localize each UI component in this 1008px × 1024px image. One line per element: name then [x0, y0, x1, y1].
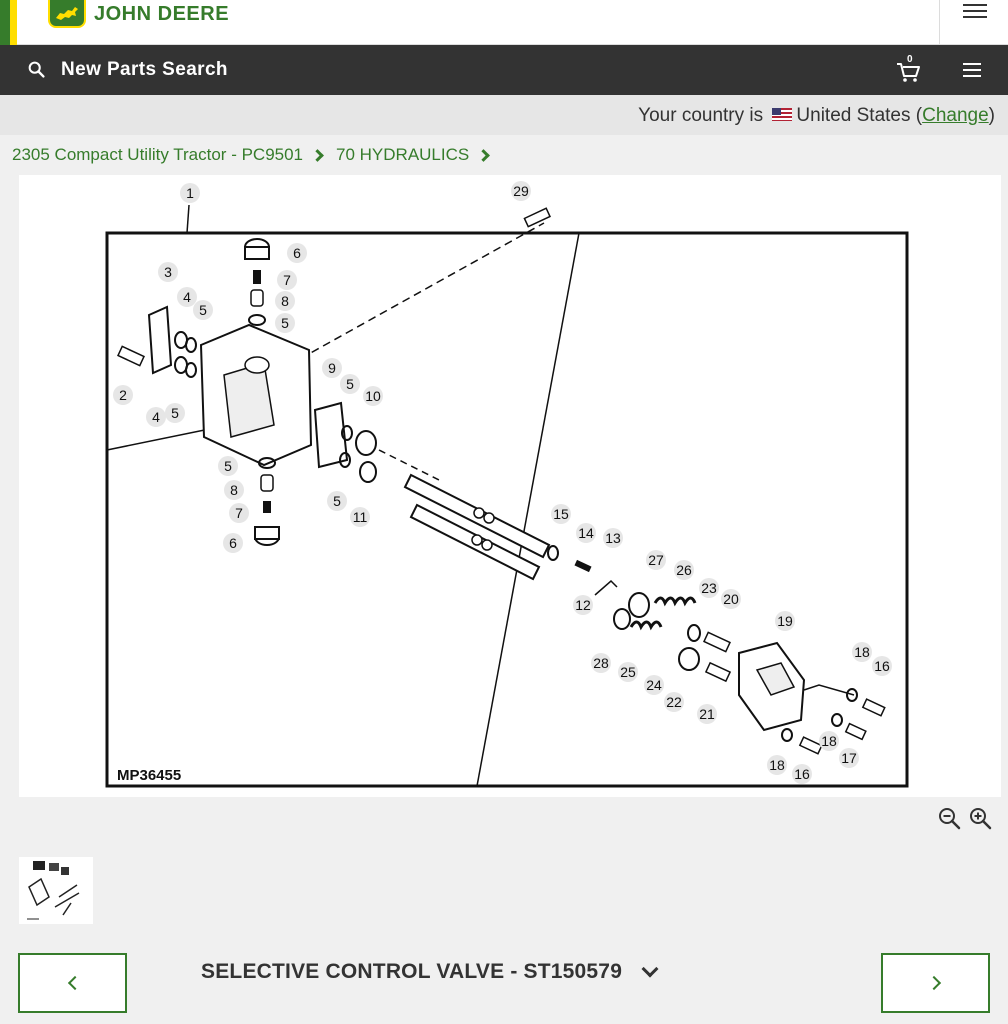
nav-menu-button[interactable]	[963, 63, 985, 79]
svg-text:18: 18	[769, 757, 785, 773]
paren-close: )	[988, 105, 995, 126]
next-button[interactable]	[881, 953, 990, 1013]
svg-text:5: 5	[333, 493, 341, 509]
chevron-down-icon	[642, 961, 659, 978]
svg-text:6: 6	[229, 535, 237, 551]
svg-text:2: 2	[119, 387, 127, 403]
svg-text:5: 5	[346, 376, 354, 392]
breadcrumb	[12, 145, 502, 165]
deer-logo-icon	[48, 0, 86, 28]
country-name: United States	[796, 105, 911, 126]
svg-text:9: 9	[328, 360, 336, 376]
zoom-in-icon[interactable]	[968, 806, 992, 830]
cart-count-badge: 0	[907, 54, 913, 65]
svg-text:16: 16	[794, 766, 810, 782]
svg-text:20: 20	[723, 591, 739, 607]
svg-text:4: 4	[183, 289, 191, 305]
svg-text:25: 25	[620, 664, 636, 680]
svg-text:27: 27	[648, 552, 664, 568]
svg-text:21: 21	[699, 706, 715, 722]
svg-text:11: 11	[352, 509, 368, 525]
svg-text:17: 17	[841, 750, 857, 766]
svg-text:12: 12	[575, 597, 591, 613]
change-country-link[interactable]: Change	[922, 105, 989, 126]
us-flag-icon	[772, 108, 792, 121]
header-menu-button[interactable]	[960, 0, 990, 22]
paren-open: (	[915, 105, 923, 126]
svg-text:29: 29	[513, 183, 529, 199]
chevron-right-icon	[477, 149, 490, 162]
svg-text:6: 6	[293, 245, 301, 261]
svg-text:4: 4	[152, 409, 160, 425]
svg-text:15: 15	[553, 506, 569, 522]
breadcrumb-item-model[interactable]: 2305 Compact Utility Tractor - PC9501	[12, 145, 304, 164]
brand-stripe-green	[0, 0, 10, 45]
parts-nav-bar	[0, 45, 1008, 95]
svg-text:13: 13	[605, 530, 621, 546]
svg-text:10: 10	[365, 388, 381, 404]
previous-button[interactable]	[18, 953, 127, 1013]
svg-text:26: 26	[676, 562, 692, 578]
header-divider	[939, 0, 940, 45]
svg-text:5: 5	[171, 405, 179, 421]
search-icon[interactable]	[26, 59, 48, 81]
breadcrumb-item-section[interactable]: 70 HYDRAULICS	[336, 145, 470, 164]
hamburger-menu-icon	[963, 63, 981, 65]
svg-text:16: 16	[874, 658, 890, 674]
country-bar	[0, 95, 1008, 135]
chevron-right-icon	[926, 976, 940, 990]
svg-text:7: 7	[235, 505, 243, 521]
cart-button[interactable]	[894, 56, 924, 84]
svg-text:8: 8	[230, 482, 238, 498]
svg-text:19: 19	[777, 613, 793, 629]
site-header	[0, 0, 1008, 45]
svg-text:18: 18	[821, 733, 837, 749]
svg-text:23: 23	[701, 580, 717, 596]
chevron-right-icon	[311, 149, 324, 162]
svg-text:5: 5	[199, 302, 207, 318]
brand-name: JOHN DEERE	[94, 2, 230, 25]
hamburger-menu-icon	[963, 4, 987, 6]
svg-text:22: 22	[666, 694, 682, 710]
svg-text:7: 7	[283, 272, 291, 288]
page-title[interactable]: New Parts Search	[61, 59, 228, 80]
chevron-left-icon	[67, 976, 81, 990]
svg-text:14: 14	[578, 525, 594, 541]
svg-text:5: 5	[281, 315, 289, 331]
svg-text:1: 1	[186, 185, 194, 201]
svg-text:5: 5	[224, 458, 232, 474]
country-indicator	[638, 105, 995, 127]
svg-text:28: 28	[593, 655, 609, 671]
svg-text:8: 8	[281, 293, 289, 309]
section-title: SELECTIVE CONTROL VALVE - ST150579	[201, 960, 623, 983]
svg-text:24: 24	[646, 677, 662, 693]
brand-stripe-yellow	[10, 0, 17, 45]
svg-text:3: 3	[164, 264, 172, 280]
country-prefix: Your country is	[638, 105, 764, 126]
john-deere-logo[interactable]	[48, 0, 229, 28]
parts-diagram[interactable]	[19, 175, 1001, 797]
zoom-out-icon[interactable]	[937, 806, 961, 830]
diagram-code: MP36455	[117, 767, 182, 784]
section-dropdown[interactable]	[201, 960, 656, 984]
svg-text:18: 18	[854, 644, 870, 660]
diagram-thumbnail[interactable]	[19, 857, 93, 924]
